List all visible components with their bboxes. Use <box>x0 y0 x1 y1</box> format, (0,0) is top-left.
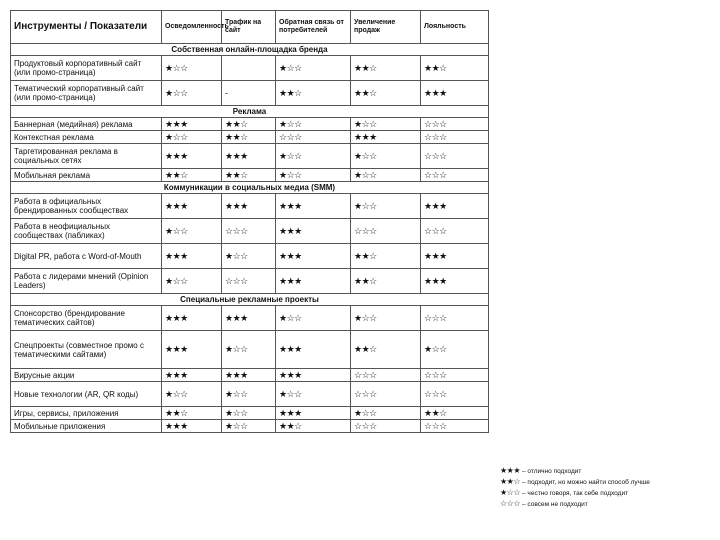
rating-cell: ★★★ <box>276 244 351 269</box>
rating-cell: ★★★ <box>162 369 222 382</box>
rating-cell: ★☆☆ <box>351 169 421 182</box>
rating-cell: ★☆☆ <box>162 56 222 81</box>
section-header-row <box>11 44 489 56</box>
rating-cell: ☆☆☆ <box>222 219 276 244</box>
section-title: Коммуникации в социальных медиа (SMM) <box>11 182 489 194</box>
rating-cell: ★★★ <box>222 306 276 331</box>
rating-cell: ★★★ <box>421 81 489 106</box>
rating-cell: ★★★ <box>276 369 351 382</box>
rating-cell: ★★☆ <box>222 169 276 182</box>
tools-table-wrapper <box>10 10 489 433</box>
header-tools: Инструменты / Показатели <box>11 11 162 44</box>
tool-name-cell: Спонсорство (брендирование тематических сайтов) <box>11 306 162 331</box>
rating-cell: ☆☆☆ <box>351 420 421 433</box>
tool-name-cell: Мобильная реклама <box>11 169 162 182</box>
rating-cell: ★★☆ <box>351 269 421 294</box>
rating-cell: ★☆☆ <box>162 131 222 144</box>
rating-cell: ☆☆☆ <box>351 382 421 407</box>
rating-cell: ★☆☆ <box>162 382 222 407</box>
table-row <box>11 56 489 81</box>
rating-cell: ★★★ <box>351 131 421 144</box>
rating-cell: ★★☆ <box>162 407 222 420</box>
rating-cell: ★★★ <box>276 269 351 294</box>
legend-text: – отлично подходит <box>522 468 582 475</box>
rating-cell: ★★☆ <box>351 244 421 269</box>
rating-cell: ★★★ <box>421 269 489 294</box>
tool-name-cell: Контекстная реклама <box>11 131 162 144</box>
rating-cell: ★☆☆ <box>222 331 276 369</box>
header-sales: Увеличение продаж <box>351 11 421 44</box>
rating-cell: ★☆☆ <box>351 306 421 331</box>
tool-name-cell: Продуктовый корпоративный сайт (или промо-страница) <box>11 56 162 81</box>
rating-cell: ★★★ <box>276 407 351 420</box>
table-row <box>11 244 489 269</box>
section-header-row <box>11 294 489 306</box>
header-traffic: Трафик на сайт <box>222 11 276 44</box>
rating-cell: ★☆☆ <box>351 194 421 219</box>
rating-cell: ☆☆☆ <box>421 118 489 131</box>
table-row <box>11 131 489 144</box>
rating-cell: ★★★ <box>162 331 222 369</box>
rating-cell: ★☆☆ <box>276 306 351 331</box>
rating-cell: ★★★ <box>162 244 222 269</box>
rating-cell: ★★☆ <box>222 131 276 144</box>
rating-cell: ★☆☆ <box>222 244 276 269</box>
section-header-row <box>11 182 489 194</box>
tool-name-cell: Новые технологии (AR, QR коды) <box>11 382 162 407</box>
legend-item <box>500 477 650 488</box>
rating-cell: - <box>222 81 276 106</box>
tool-name-cell: Работа в официальных брендированных сообществах <box>11 194 162 219</box>
rating-cell: ★★☆ <box>276 420 351 433</box>
table-row <box>11 219 489 244</box>
header-feedback: Обратная связь от потребителей <box>276 11 351 44</box>
rating-cell: ★★★ <box>222 194 276 219</box>
tool-name-cell: Спецпроекты (совместное промо с тематическими сайтами) <box>11 331 162 369</box>
rating-cell: ★★★ <box>162 420 222 433</box>
rating-cell: ★☆☆ <box>276 118 351 131</box>
legend-item <box>500 499 650 510</box>
rating-cell: ★☆☆ <box>162 219 222 244</box>
rating-cell: ★★★ <box>162 118 222 131</box>
table-row <box>11 144 489 169</box>
rating-cell: ★☆☆ <box>351 144 421 169</box>
rating-cell: ★★★ <box>222 144 276 169</box>
legend-stars-icon: ★★★ <box>500 466 521 475</box>
rating-cell: ★★☆ <box>351 56 421 81</box>
tool-name-cell: Мобильные приложения <box>11 420 162 433</box>
rating-cell: ★☆☆ <box>351 407 421 420</box>
table-row <box>11 118 489 131</box>
legend-stars-icon: ★★☆ <box>500 477 521 486</box>
section-header-row <box>11 106 489 118</box>
rating-cell: ★★★ <box>276 219 351 244</box>
rating-cell: ★☆☆ <box>351 118 421 131</box>
rating-legend <box>500 466 650 510</box>
table-row <box>11 369 489 382</box>
rating-cell: ★☆☆ <box>162 269 222 294</box>
table-row <box>11 169 489 182</box>
rating-cell: ★★★ <box>162 194 222 219</box>
rating-cell: ★☆☆ <box>421 331 489 369</box>
rating-cell: ☆☆☆ <box>421 369 489 382</box>
legend-stars-icon: ★☆☆ <box>500 488 521 497</box>
legend-text: – совсем не подходит <box>522 501 588 508</box>
section-title: Собственная онлайн-площадка бренда <box>11 44 489 56</box>
header-row <box>11 11 489 44</box>
rating-cell: ★★★ <box>421 194 489 219</box>
rating-cell: ★★☆ <box>222 118 276 131</box>
rating-cell: ☆☆☆ <box>421 131 489 144</box>
tool-name-cell: Таргетированная реклама в социальных сетях <box>11 144 162 169</box>
table-row <box>11 194 489 219</box>
tool-name-cell: Работа в неофициальных сообществах (пабликах) <box>11 219 162 244</box>
rating-cell: ★★★ <box>222 369 276 382</box>
tool-name-cell: Игры, сервисы, приложения <box>11 407 162 420</box>
rating-cell: ★★☆ <box>351 81 421 106</box>
table-row <box>11 306 489 331</box>
table-row <box>11 382 489 407</box>
tool-name-cell: Тематический корпоративный сайт (или промо-страница) <box>11 81 162 106</box>
legend-item <box>500 466 650 477</box>
rating-cell: ★★☆ <box>276 81 351 106</box>
legend-text: – подходит, но можно найти способ лучше <box>522 479 650 486</box>
tools-rating-table <box>10 10 489 433</box>
section-title: Специальные рекламные проекты <box>11 294 489 306</box>
legend-stars-icon: ☆☆☆ <box>500 499 521 508</box>
rating-cell: ☆☆☆ <box>351 219 421 244</box>
rating-cell: ★★★ <box>276 194 351 219</box>
rating-cell: ★☆☆ <box>162 81 222 106</box>
rating-cell: ☆☆☆ <box>421 144 489 169</box>
tool-name-cell: Работа с лидерами мнений (Opinion Leaders) <box>11 269 162 294</box>
tool-name-cell: Вирусные акции <box>11 369 162 382</box>
rating-cell: ★☆☆ <box>222 407 276 420</box>
rating-cell: ★★☆ <box>351 331 421 369</box>
rating-cell: ☆☆☆ <box>421 382 489 407</box>
tool-name-cell: Digital PR, работа с Word-of-Mouth <box>11 244 162 269</box>
table-row <box>11 269 489 294</box>
legend-item <box>500 488 650 499</box>
table-row <box>11 81 489 106</box>
header-awareness: Осведомленность <box>162 11 222 44</box>
rating-cell <box>222 56 276 81</box>
rating-cell: ★☆☆ <box>276 56 351 81</box>
rating-cell: ★☆☆ <box>276 382 351 407</box>
rating-cell: ★☆☆ <box>222 382 276 407</box>
rating-cell: ☆☆☆ <box>421 306 489 331</box>
rating-cell: ★★☆ <box>162 169 222 182</box>
rating-cell: ★★☆ <box>421 56 489 81</box>
rating-cell: ★★☆ <box>421 407 489 420</box>
rating-cell: ☆☆☆ <box>276 131 351 144</box>
table-row <box>11 331 489 369</box>
rating-cell: ☆☆☆ <box>421 219 489 244</box>
table-row <box>11 420 489 433</box>
table-row <box>11 407 489 420</box>
rating-cell: ☆☆☆ <box>351 369 421 382</box>
rating-cell: ★☆☆ <box>222 420 276 433</box>
header-loyalty: Лояльность <box>421 11 489 44</box>
rating-cell: ★★★ <box>276 331 351 369</box>
rating-cell: ☆☆☆ <box>222 269 276 294</box>
table-body <box>11 44 489 433</box>
rating-cell: ★☆☆ <box>276 169 351 182</box>
rating-cell: ☆☆☆ <box>421 169 489 182</box>
rating-cell: ★★★ <box>162 144 222 169</box>
rating-cell: ☆☆☆ <box>421 420 489 433</box>
rating-cell: ★☆☆ <box>276 144 351 169</box>
legend-text: – честно говоря, так себе подходит <box>522 490 629 497</box>
section-title: Реклама <box>11 106 489 118</box>
rating-cell: ★★★ <box>421 244 489 269</box>
tool-name-cell: Баннерная (медийная) реклама <box>11 118 162 131</box>
rating-cell: ★★★ <box>162 306 222 331</box>
